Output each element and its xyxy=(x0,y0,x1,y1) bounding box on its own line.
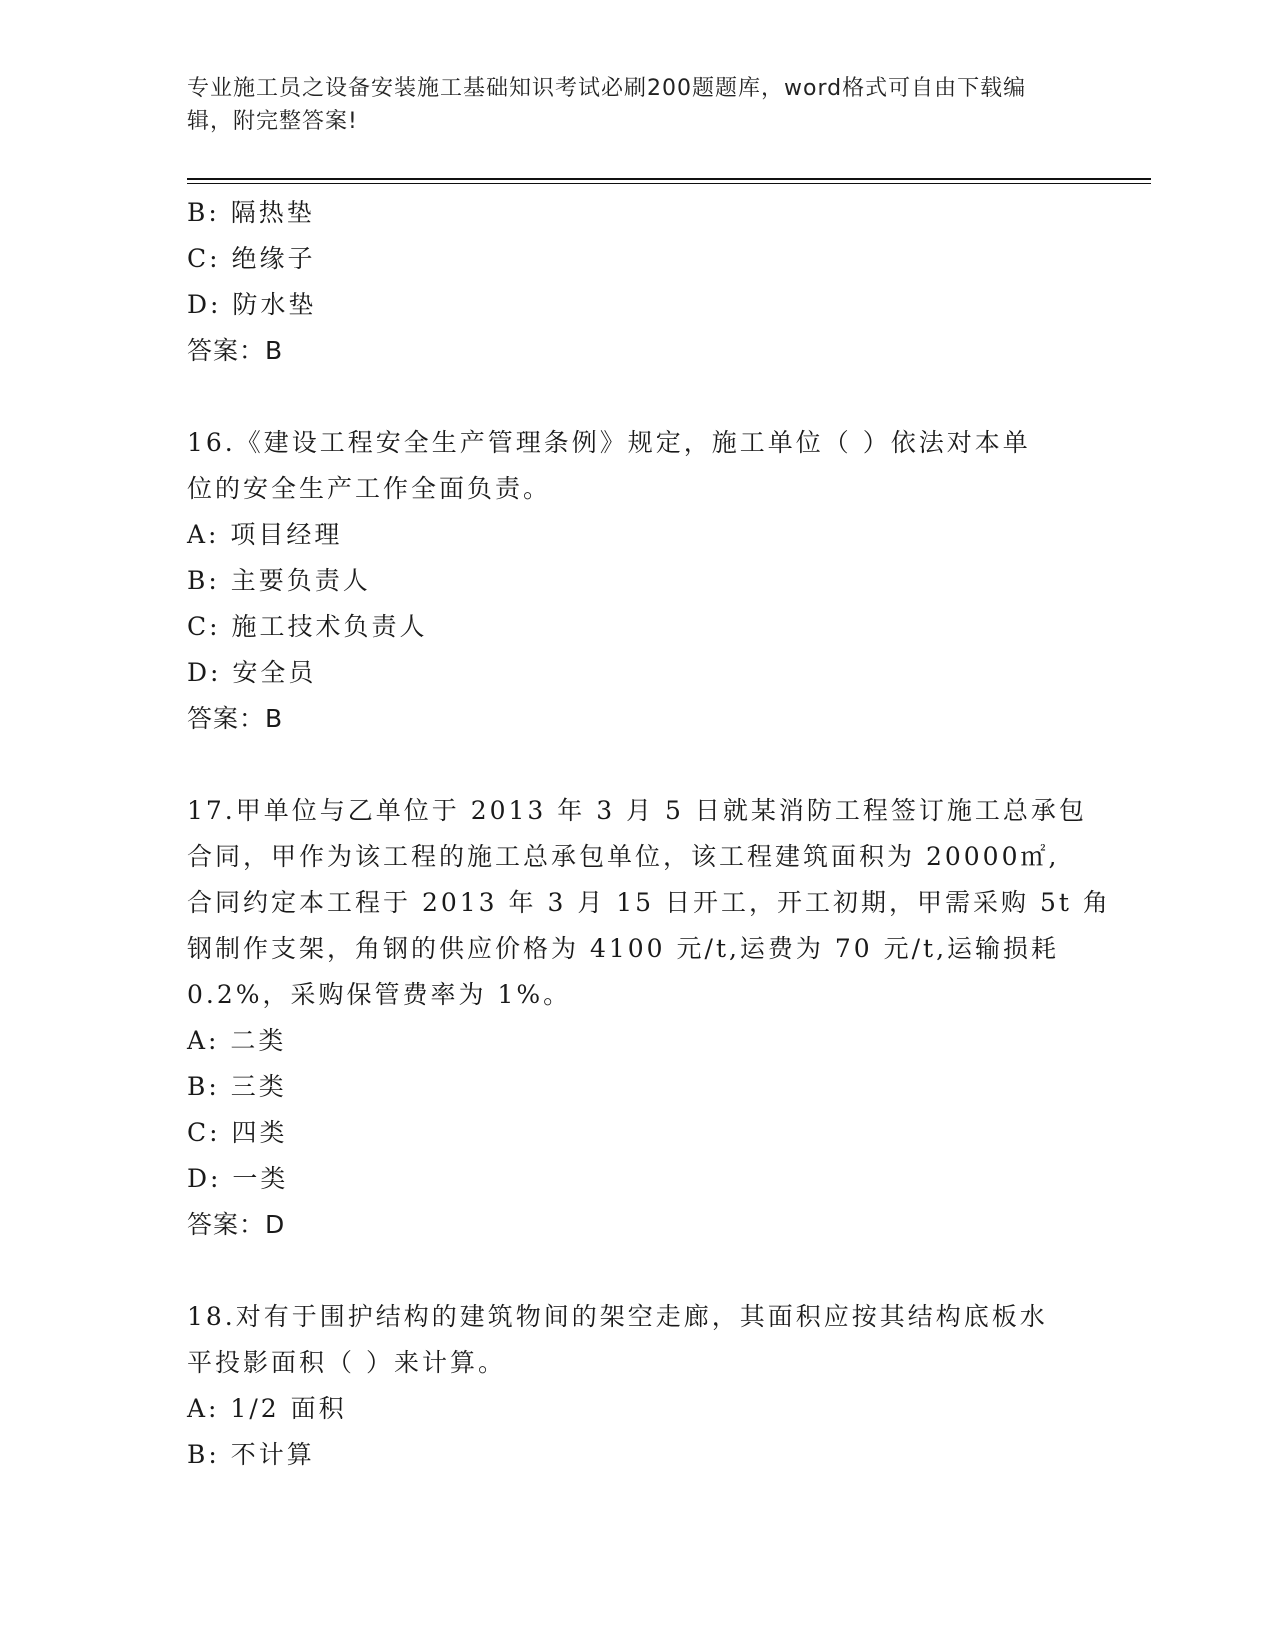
option-c: C: 施工技术负责人 xyxy=(187,612,428,641)
option-b: B: 隔热垫 xyxy=(187,198,315,227)
question-text-line: 位的安全生产工作全面负责。 xyxy=(187,474,552,503)
option-c: C: 绝缘子 xyxy=(187,244,316,273)
option-a: A: 二类 xyxy=(187,1026,287,1055)
answer: 答案：B xyxy=(187,336,284,365)
question-text-line: 0.2%，采购保管费率为 1%。 xyxy=(187,980,572,1009)
option-b: B: 三类 xyxy=(187,1072,287,1101)
question-text-line: 18.对有于围护结构的建筑物间的架空走廊，其面积应按其结构底板水 xyxy=(187,1302,1048,1331)
option-a: A: 1/2 面积 xyxy=(187,1394,347,1423)
header-rule-thick xyxy=(187,178,1151,180)
question-18 xyxy=(187,1294,1087,1478)
question-text-line: 17.甲单位与乙单位于 2013 年 3 月 5 日就某消防工程签订施工总承包 xyxy=(187,796,1087,825)
spacer xyxy=(187,742,1087,788)
question-16 xyxy=(187,420,1087,742)
question-text-line: 合同约定本工程于 2013 年 3 月 15 日开工，开工初期，甲需采购 5t 角 xyxy=(187,888,1111,917)
option-a: A: 项目经理 xyxy=(187,520,343,549)
header-rule-thin xyxy=(187,183,1151,184)
option-d: D: 安全员 xyxy=(187,658,317,687)
question-list xyxy=(187,190,1111,1478)
option-b: B: 主要负责人 xyxy=(187,566,371,595)
document-title: 专业施工员之设备安装施工基础知识考试必刷200题题库，word格式可自由下载编辑，附完整答案! xyxy=(187,76,1027,134)
answer: 答案：D xyxy=(187,1210,286,1239)
option-d: D: 防水垫 xyxy=(187,290,317,319)
question-text-line: 平投影面积（ ）来计算。 xyxy=(187,1348,506,1377)
question-text-line: 合同，甲作为该工程的施工总承包单位，该工程建筑面积为 20000㎡, xyxy=(187,842,1060,871)
option-b: B: 不计算 xyxy=(187,1440,315,1469)
option-c: C: 四类 xyxy=(187,1118,288,1147)
answer: 答案：B xyxy=(187,704,284,733)
question-text-line: 钢制作支架，角钢的供应价格为 4100 元/t,运费为 70 元/t,运输损耗 xyxy=(187,934,1060,963)
spacer xyxy=(187,1248,1087,1294)
option-d: D: 一类 xyxy=(187,1164,289,1193)
question-17 xyxy=(187,788,1111,1248)
document-header xyxy=(187,72,1067,138)
question-text-line: 16.《建设工程安全生产管理条例》规定，施工单位（ ）依法对本单 xyxy=(187,428,1031,457)
spacer xyxy=(187,374,1087,420)
question-carryover xyxy=(187,190,1087,374)
